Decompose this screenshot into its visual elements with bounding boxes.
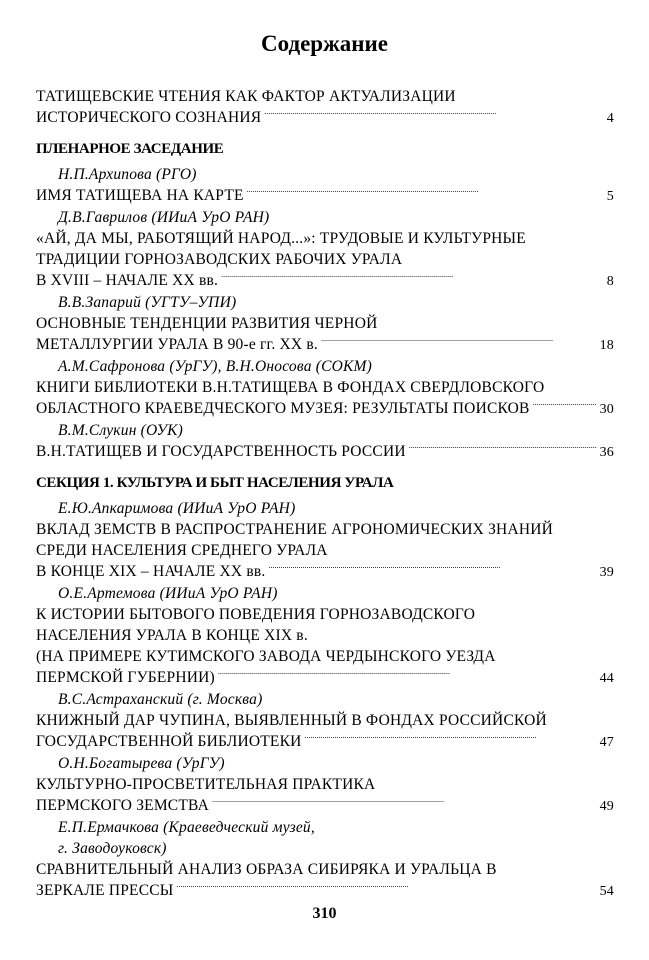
leader-dots xyxy=(221,273,604,285)
entry-title-line: ТАТИЩЕВСКИЕ ЧТЕНИЯ КАК ФАКТОР АКТУАЛИЗАЦИИ xyxy=(36,88,456,105)
entry-page: 54 xyxy=(599,884,614,899)
leader-dots xyxy=(212,798,597,810)
entry-title-line: НАСЕЛЕНИЯ УРАЛА В КОНЦЕ XIX в. xyxy=(36,627,308,644)
entry-author: В.М.Слукин (ОУК) xyxy=(58,422,184,439)
entry-title-line: КУЛЬТУРНО-ПРОСВЕТИТЕЛЬНАЯ ПРАКТИКА xyxy=(36,776,376,793)
page-number: 310 xyxy=(312,905,337,922)
leader-dots xyxy=(268,564,596,576)
toc-entry[interactable] xyxy=(36,583,614,689)
entry-author: Н.П.Архипова (РГО) xyxy=(58,166,197,183)
leader-dots xyxy=(218,670,597,682)
entry-author: О.Е.Артемова (ИИиА УрО РАН) xyxy=(58,585,278,602)
entry-title-line: ТРАДИЦИИ ГОРНОЗАВОДСКИХ РАБОЧИХ УРАЛА xyxy=(36,251,403,268)
entry-title-line: ГОСУДАРСТВЕННОЙ БИБЛИОТЕКИ . . . 47 xyxy=(36,731,614,753)
entry-title-line: СРАВНИТЕЛЬНЫЙ АНАЛИЗ ОБРАЗА СИБИРЯКА И УРАЛЬЦА В xyxy=(36,861,497,878)
entry-title-line: ОСНОВНЫЕ ТЕНДЕНЦИИ РАЗВИТИЯ ЧЕРНОЙ xyxy=(36,315,378,332)
toc-entry[interactable] xyxy=(36,86,614,129)
entry-page: 44 xyxy=(599,671,614,686)
entry-title-line: «АЙ, ДА МЫ, РАБОТЯЩИЙ НАРОД...»: ТРУДОВЫЕ И КУЛЬТУРНЫЕ xyxy=(36,230,526,247)
toc-entry[interactable] xyxy=(36,356,614,420)
leader-dots xyxy=(305,734,597,746)
toc-entry[interactable] xyxy=(36,164,614,207)
entry-title-line: ЗЕРКАЛЕ ПРЕССЫ . . . 54 xyxy=(36,880,614,902)
section-heading: СЕКЦИЯ 1. КУЛЬТУРА И БЫТ НАСЕЛЕНИЯ УРАЛА xyxy=(36,475,394,491)
section-heading: ПЛЕНАРНОЕ ЗАСЕДАНИЕ xyxy=(36,141,224,157)
entry-page: 36 xyxy=(599,445,614,460)
entry-title-line: ОБЛАСТНОГО КРАЕВЕДЧЕСКОГО МУЗЕЯ: РЕЗУЛЬТАТЫ ПОИСКОВ . . . 30 xyxy=(36,398,614,420)
entry-author: О.Н.Богатырева (УрГУ) xyxy=(58,755,225,772)
entry-page: 49 xyxy=(599,799,614,814)
entry-title-line: КНИГИ БИБЛИОТЕКИ В.Н.ТАТИЩЕВА В ФОНДАХ СВЕРДЛОВСКОГО xyxy=(36,379,545,396)
entry-title-line: (НА ПРИМЕРЕ КУТИМСКОГО ЗАВОДА ЧЕРДЫНСКОГО УЕЗДА xyxy=(36,648,496,665)
toc-entry[interactable] xyxy=(36,689,614,753)
page-title: Содержание xyxy=(261,31,388,56)
leader-dots xyxy=(409,444,597,456)
leader-dots xyxy=(177,883,597,895)
toc-entry[interactable] xyxy=(36,207,614,292)
toc-entry[interactable] xyxy=(36,753,614,817)
entry-page: 39 xyxy=(599,565,614,580)
toc-entry[interactable] xyxy=(36,420,614,463)
entry-page: 5 xyxy=(606,189,614,204)
entry-page: 47 xyxy=(599,735,614,750)
table-of-contents xyxy=(36,86,614,902)
entry-title-line: ИСТОРИЧЕСКОГО СОЗНАНИЯ . . . 4 xyxy=(36,107,614,129)
entry-author: г. Заводоуковск) xyxy=(58,840,167,857)
entry-author: Е.Ю.Апкаримова (ИИиА УрО РАН) xyxy=(58,500,296,517)
entry-title-line: МЕТАЛЛУРГИИ УРАЛА В 90-е гг. XX в. . . . 18 xyxy=(36,334,614,356)
toc-entry[interactable] xyxy=(36,498,614,583)
entry-title-line: К ИСТОРИИ БЫТОВОГО ПОВЕДЕНИЯ ГОРНОЗАВОДСКОГО xyxy=(36,606,476,623)
leader-dots xyxy=(533,401,597,413)
entry-title-line: В XVIII – НАЧАЛЕ XX вв. . . . 8 xyxy=(36,270,614,292)
entry-author: Е.П.Ермачкова (Краеведческий музей, xyxy=(58,819,315,836)
entry-author: В.В.Запарий (УГТУ–УПИ) xyxy=(58,294,237,311)
leader-dots xyxy=(264,110,604,122)
toc-entry[interactable] xyxy=(36,292,614,356)
leader-dots xyxy=(321,337,597,349)
entry-page: 8 xyxy=(606,274,614,289)
entry-author: Д.В.Гаврилов (ИИиА УрО РАН) xyxy=(58,209,270,226)
entry-page: 30 xyxy=(599,402,614,417)
entry-title-line: ИМЯ ТАТИЩЕВА НА КАРТЕ . . . 5 xyxy=(36,185,614,207)
entry-title-line: СРЕДИ НАСЕЛЕНИЯ СРЕДНЕГО УРАЛА xyxy=(36,542,328,559)
entry-title-line: ВКЛАД ЗЕМСТВ В РАСПРОСТРАНЕНИЕ АГРОНОМИЧЕСКИХ ЗНАНИЙ xyxy=(36,521,554,538)
entry-title-line: В.Н.ТАТИЩЕВ И ГОСУДАРСТВЕННОСТЬ РОССИИ . . . 36 xyxy=(36,441,614,463)
entry-page: 4 xyxy=(606,111,614,126)
toc-entry[interactable] xyxy=(36,817,614,902)
entry-title-line: ПЕРМСКОГО ЗЕМСТВА . . . 49 xyxy=(36,795,614,817)
entry-title-line: ПЕРМСКОЙ ГУБЕРНИИ) . . . 44 xyxy=(36,667,614,689)
plenary-entries xyxy=(36,164,614,463)
entry-title-line: В КОНЦЕ XIX – НАЧАЛЕ XX вв. . . . 39 xyxy=(36,561,614,583)
leader-dots xyxy=(247,188,604,200)
section1-entries xyxy=(36,498,614,902)
entry-author: А.М.Сафронова (УрГУ), В.Н.Оносова (СОКМ) xyxy=(58,358,372,375)
entry-page: 18 xyxy=(599,338,614,353)
entry-title-line: КНИЖНЫЙ ДАР ЧУПИНА, ВЫЯВЛЕННЫЙ В ФОНДАХ РОССИЙСКОЙ xyxy=(36,712,547,729)
entry-author: В.С.Астраханский (г. Москва) xyxy=(58,691,263,708)
